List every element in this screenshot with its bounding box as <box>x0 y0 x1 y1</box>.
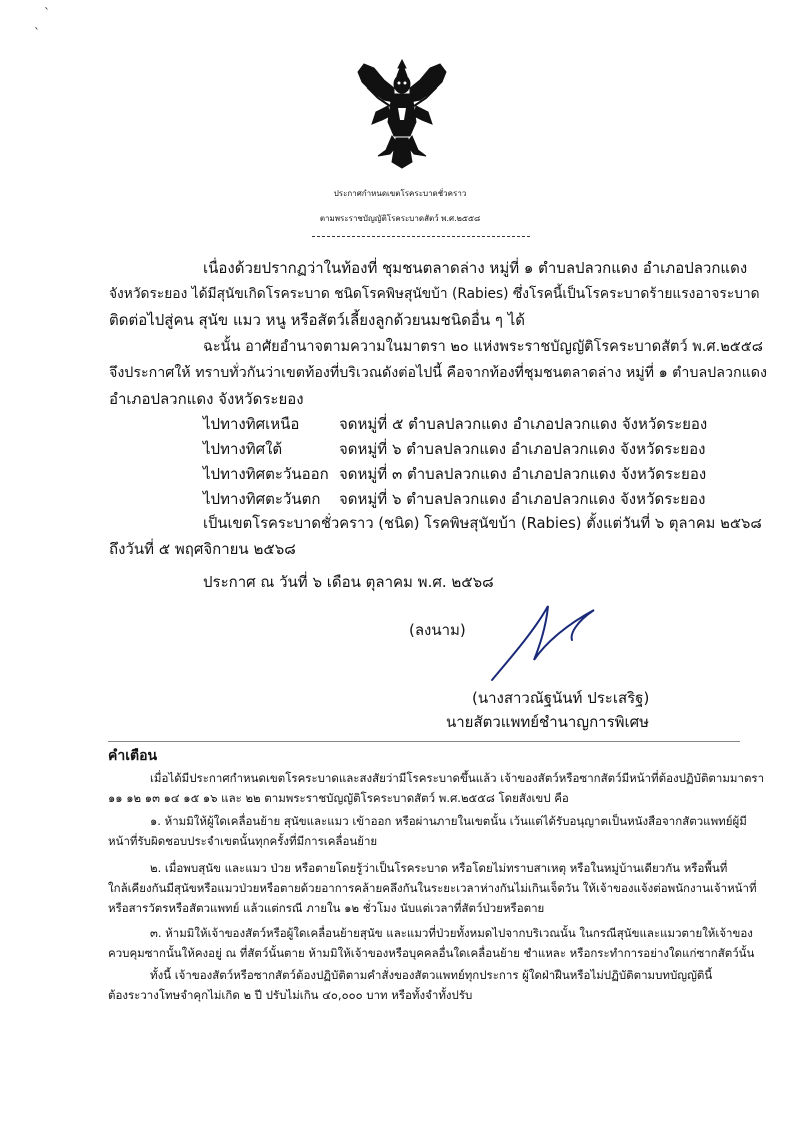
signatory-name: (นางสาวณัฐนันท์ ประเสริฐ) <box>472 689 650 707</box>
paragraph-1-line: เนื่องด้วยปรากฏว่าในท้องที่ ชุมชนตลาดล่าง หมู่ที่ ๑ ตำบลปลวกแดง อำเภอปลวกแดง <box>203 259 748 277</box>
warning-line: ๑. ห้ามมิให้ผู้ใดเคลื่อนย้าย สุนัขและแมว เข้าออก หรือผ่านภายในเขตนั้น เว้นแต่ได้รับอนุญาตเป็นหนังสือจากสัตวแพทย์ผู้มี <box>150 814 747 828</box>
stray-mark: ` <box>44 6 50 20</box>
warning-line: ทั้งนี้ เจ้าของสัตว์หรือซากสัตว์ต้องปฏิบัติตามคำสั่งของสัตวแพทย์ทุกประการ ผู้ใดฝ่าฝืนหรือไม่ปฏิบัติตามบทบัญญัตินี้ <box>150 968 713 982</box>
paragraph-1-line: จังหวัดระยอง ได้มีสุนัขเกิดโรคระบาด ชนิดโรคพิษสุนัขบ้า (Rabies) ซึ่งโรคนี้เป็นโรคระบาดร้ายแรงอาจระบาด <box>109 286 760 302</box>
boundary-direction: ไปทางทิศตะวันตก <box>203 490 321 508</box>
garuda-emblem-icon <box>354 58 450 170</box>
warning-line: เมื่อได้มีประกาศกำหนดเขตโรคระบาดและสงสัยว่ามีโรคระบาดขึ้นแล้ว เจ้าของสัตว์หรือซากสัตว์มีหน้าที่ต้องปฏิบัติตามมาตรา <box>150 771 765 785</box>
warning-line: ควบคุมซากนั้นให้คงอยู่ ณ ที่สัตว์นั้นตาย ห้ามมิให้เจ้าของหรือบุคคลอื่นใดเคลื่อนย้าย ชำแหละ หรือกระทำการอย่างใดแก่ซากสัตว์นั้น <box>108 946 755 960</box>
warning-line: หรือสารวัตรหรือสัตวแพทย์ แล้วแต่กรณี ภายใน ๑๒ ชั่วโมง นับแต่เวลาที่สัตว์ป่วยหรือตาย <box>108 901 545 915</box>
boundary-detail: จดหมู่ที่ ๓ ตำบลปลวกแดง อำเภอปลวกแดง จังหวัดระยอง <box>339 465 707 483</box>
warning-heading: คำเตือน <box>108 748 158 764</box>
warning-line: ใกล้เคียงกันมีสุนัขหรือแมวป่วยหรือตายด้วยอาการคล้ายคลึงกันในระยะเวลาห่างกันไม่เกินเจ็ดวัน ให้เจ้าของแจ้งต่อพนักงานเจ้าหน้าที่ <box>108 881 757 895</box>
handwritten-signature <box>486 598 606 684</box>
stray-mark: ` <box>34 26 40 40</box>
paragraph-2-line: ฉะนั้น อาศัยอำนาจตามความในมาตรา ๒๐ แห่งพระราชบัญญัติโรคระบาดสัตว์ พ.ศ.๒๕๕๘ <box>203 339 763 355</box>
document-subtitle: ตามพระราชบัญญัติโรคระบาดสัตว์ พ.ศ.๒๕๕๘ <box>319 214 481 223</box>
period-line: ถึงวันที่ ๕ พฤศจิกายน ๒๕๖๘ <box>109 540 296 558</box>
paragraph-1-line: ติดต่อไปสู่คน สุนัข แมว หนู หรือสัตว์เลี้ยงลูกด้วยนมชนิดอื่น ๆ ได้ <box>109 311 525 329</box>
paragraph-2-line: จึงประกาศให้ ทราบทั่วกันว่าเขตท้องที่บริเวณดังต่อไปนี้ คือจากท้องที่ชุมชนตลาดล่าง หมู่ที่ ๑ ตำบลปลวกแดง <box>109 365 767 381</box>
document-title: ประกาศกำหนดเขตโรคระบาดชั่วคราว <box>333 189 467 198</box>
boundary-direction: ไปทางทิศตะวันออก <box>203 465 329 483</box>
warning-line: หน้าที่รับผิดชอบประจำเขตนั้นทุกครั้งที่มีการเคลื่อนย้าย <box>108 834 378 848</box>
section-divider <box>108 741 740 742</box>
warning-line: ๑๑ ๑๒ ๑๓ ๑๔ ๑๕ ๑๖ และ ๒๒ ตามพระราชบัญญัติโรคระบาดสัตว์ พ.ศ.๒๕๕๘ โดยสังเขป คือ <box>108 791 569 805</box>
title-separator <box>312 236 530 237</box>
announcement-date: ประกาศ ณ วันที่ ๖ เดือน ตุลาคม พ.ศ. ๒๕๖๘ <box>203 573 494 591</box>
paragraph-2-line: อำเภอปลวกแดง จังหวัดระยอง <box>109 390 304 408</box>
period-line: เป็นเขตโรคระบาดชั่วคราว (ชนิด) โรคพิษสุนัขบ้า (Rabies) ตั้งแต่วันที่ ๖ ตุลาคม ๒๕๖๘ <box>203 515 762 532</box>
boundary-detail: จดหมู่ที่ ๖ ตำบลปลวกแดง อำเภอปลวกแดง จังหวัดระยอง <box>339 440 706 458</box>
signatory-position: นายสัตวแพทย์ชำนาญการพิเศษ <box>446 713 650 731</box>
boundary-direction: ไปทางทิศเหนือ <box>203 415 300 433</box>
boundary-direction: ไปทางทิศใต้ <box>203 440 283 458</box>
warning-line: ๒. เมื่อพบสุนัข และแมว ป่วย หรือตายโดยรู้ว่าเป็นโรคระบาด หรือโดยไม่ทราบสาเหตุ หรือในหมู่บ้านเดียวกัน หรือพื้นที่ <box>150 861 728 875</box>
warning-line: ต้องระวางโทษจำคุกไม่เกิด ๒ ปี ปรับไม่เกิน ๔๐,๐๐๐ บาท หรือทั้งจำทั้งปรับ <box>108 988 473 1002</box>
boundary-detail: จดหมู่ที่ ๖ ตำบลปลวกแดง อำเภอปลวกแดง จังหวัดระยอง <box>339 490 706 508</box>
boundary-detail: จดหมู่ที่ ๕ ตำบลปลวกแดง อำเภอปลวกแดง จังหวัดระยอง <box>339 415 708 433</box>
warning-line: ๓. ห้ามมิให้เจ้าของสัตว์หรือผู้ใดเคลื่อนย้ายสุนัข และแมวที่ป่วยทั้งหมดไปจากบริเวณนั้น ในกรณีสุนัขและแมวตายให้เจ้าของ <box>150 926 753 940</box>
signed-label: (ลงนาม) <box>409 621 466 639</box>
